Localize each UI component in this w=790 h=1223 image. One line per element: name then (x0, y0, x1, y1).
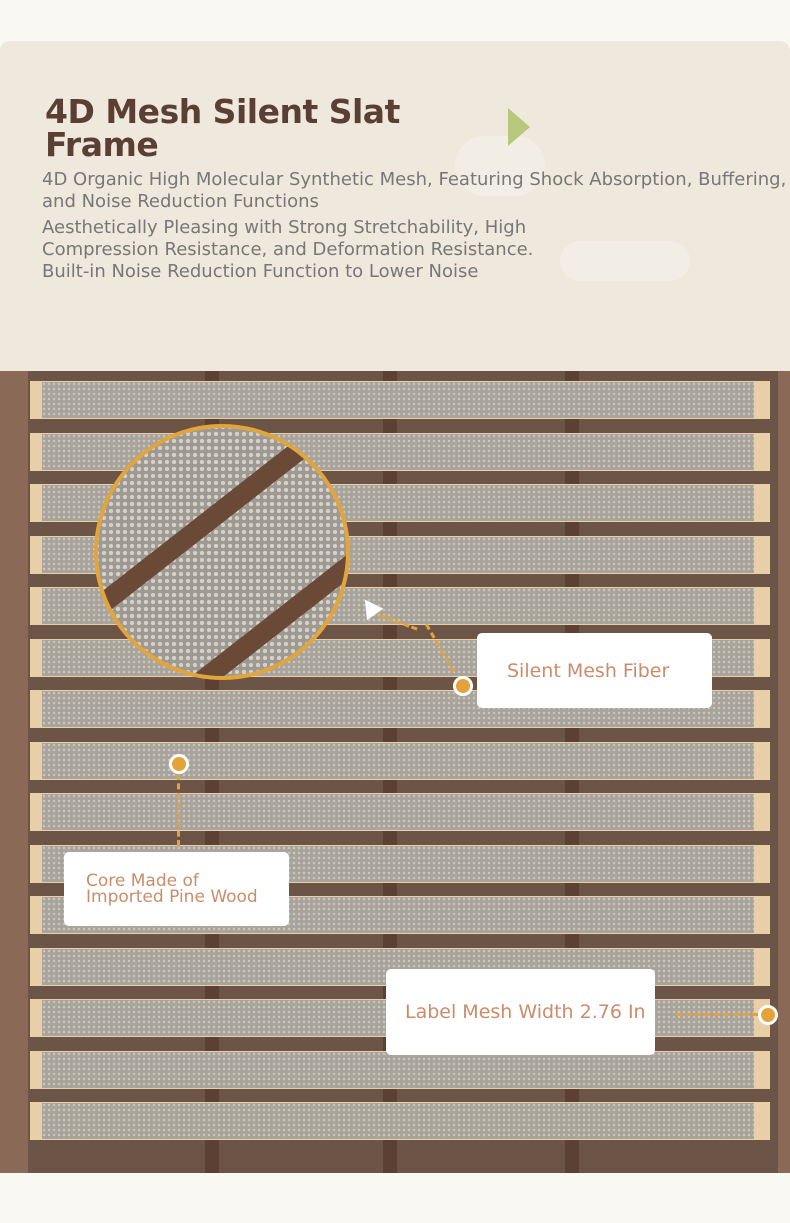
callout-line (177, 774, 180, 846)
callout-dot (169, 754, 189, 774)
slat-mesh (42, 382, 754, 418)
zoom-magnifier (94, 424, 350, 680)
slat-mesh (42, 743, 754, 779)
slat-mesh (42, 1052, 754, 1088)
callout-core-wood-text: Core Made of Imported Pine Wood (86, 871, 258, 907)
mesh-closeup (94, 424, 350, 680)
callout-core-wood (64, 852, 289, 926)
subtitle-features: 4D Organic High Molecular Synthetic Mesh, Featuring Shock Absorption, Buffering, and Noise Reduction Functions (42, 169, 787, 212)
callout-line (676, 1013, 758, 1016)
callout-dot (453, 676, 473, 696)
slat-mesh (42, 1103, 754, 1139)
page-title: 4D Mesh Silent Slat Frame (45, 92, 400, 164)
callout-mesh-width (386, 969, 655, 1055)
play-icon (508, 108, 530, 146)
callout-mesh-fiber-text: Silent Mesh Fiber (507, 659, 670, 682)
callout-mesh-fiber (477, 633, 712, 708)
subtitle-benefits: Aesthetically Pleasing with Strong Stretchability, High Compression Resistance, and Deformation Resistance. Built-in Noise Reduction Function to Lower Noise (42, 217, 534, 282)
callout-mesh-width-text: Label Mesh Width 2.76 In (405, 1001, 646, 1023)
slat-mesh (42, 794, 754, 830)
callout-dot (758, 1005, 778, 1025)
decor-blob (560, 241, 690, 281)
